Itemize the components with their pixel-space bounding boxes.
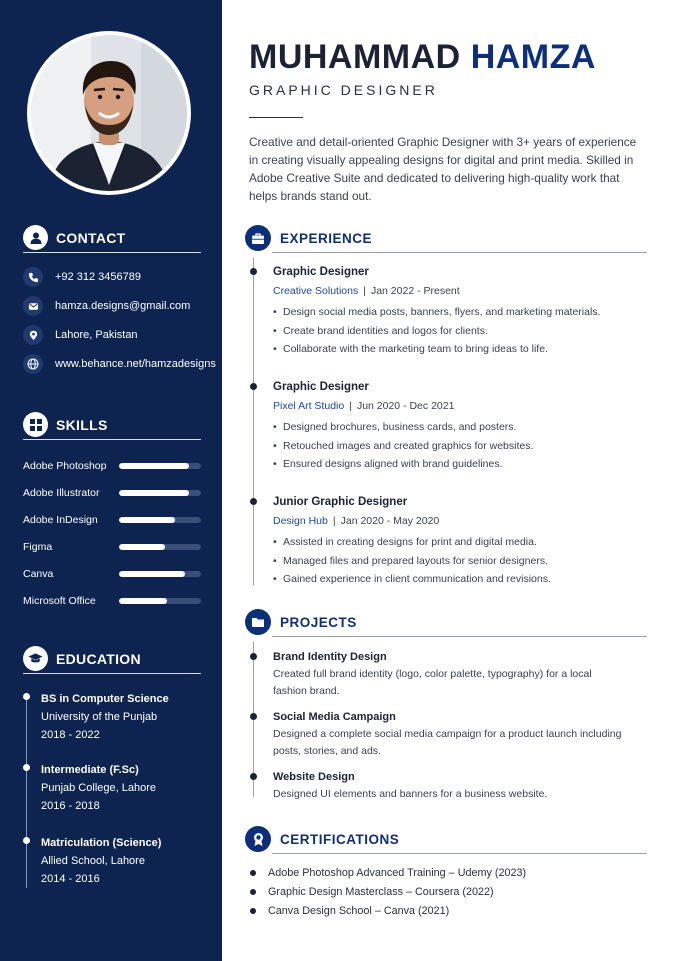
- job-title: GRAPHIC DESIGNER: [249, 82, 438, 98]
- education-school: Allied School, Lahore: [41, 855, 145, 867]
- certification-item: [250, 886, 494, 898]
- experience-meta: [273, 511, 643, 531]
- skill-name: Figma: [23, 541, 53, 553]
- timeline-dot: [250, 653, 257, 660]
- contact-website-text[interactable]: www.behance.net/hamzadesigns: [55, 358, 216, 370]
- certification-item: [250, 867, 526, 879]
- experience-dates: Jan 2020 - May 2020: [340, 515, 440, 527]
- experience-dates: Jan 2022 - Present: [370, 285, 460, 297]
- profile-photo-frame: [27, 31, 191, 195]
- certification-item: [250, 905, 449, 917]
- contact-email[interactable]: [23, 296, 190, 316]
- timeline-dot: [23, 764, 30, 771]
- contact-website[interactable]: [23, 354, 216, 374]
- skill-bar-fill: [119, 598, 167, 604]
- experience-separator: |: [349, 400, 352, 412]
- project-description: Created full brand identity (logo, color palette, typography) for a local fashion brand.: [273, 668, 592, 697]
- project-name: Social Media Campaign: [273, 711, 396, 723]
- bullet-dot: [250, 889, 256, 895]
- education-item: [23, 834, 203, 888]
- projects-section-header: [245, 609, 647, 635]
- skill-row: [23, 513, 201, 527]
- education-item: [23, 690, 203, 744]
- experience-item: [273, 379, 643, 474]
- education-divider: [23, 673, 201, 674]
- sidebar: [0, 0, 222, 961]
- experience-bullet: • Design social media posts, banners, flyers, and marketing materials.: [273, 303, 643, 322]
- education-degree: BS in Computer Science: [41, 693, 169, 705]
- globe-icon: [23, 354, 43, 374]
- experience-meta: [273, 281, 643, 301]
- contact-location-text: Lahore, Pakistan: [55, 329, 138, 341]
- first-name: MUHAMMAD: [249, 38, 461, 76]
- skills-divider: [23, 439, 201, 440]
- experience-bullet: • Create brand identities and logos for clients.: [273, 322, 643, 341]
- certification-text: Graphic Design Masterclass – Coursera (2022): [268, 886, 494, 898]
- education-item: [23, 761, 203, 815]
- email-icon: [23, 296, 43, 316]
- certifications-section-header: [245, 826, 647, 852]
- phone-icon: [23, 267, 43, 287]
- timeline-dot: [250, 268, 257, 275]
- experience-separator: |: [332, 515, 336, 527]
- experience-bullet: • Retouched images and created graphics for websites.: [273, 437, 643, 456]
- skill-name: Adobe InDesign: [23, 514, 98, 526]
- contact-section-header: [23, 225, 201, 250]
- experience-bullet: • Assisted in creating designs for print and digital media.: [273, 533, 643, 552]
- certification-text: Adobe Photoshop Advanced Training – Udemy (2023): [268, 867, 527, 879]
- contact-divider: [23, 252, 201, 253]
- experience-item: [273, 494, 643, 589]
- experience-bullets: [273, 533, 643, 589]
- project-item: [273, 709, 623, 759]
- skills-heading: SKILLS: [56, 416, 108, 433]
- skill-bar: [119, 490, 201, 496]
- experience-role: Graphic Designer: [273, 266, 369, 278]
- experience-divider: [272, 252, 647, 253]
- experience-bullets: [273, 303, 643, 359]
- experience-separator: |: [363, 285, 366, 297]
- experience-bullet: • Gained experience in client communication and revisions.: [273, 570, 643, 589]
- candidate-name: [249, 38, 596, 77]
- award-ribbon-icon: [245, 826, 271, 852]
- experience-bullet: • Collaborate with the marketing team to bring ideas to life.: [273, 340, 643, 359]
- experience-company: Pixel Art Studio: [273, 400, 345, 412]
- experience-company: Design Hub: [273, 515, 328, 527]
- skill-bar-fill: [119, 544, 165, 550]
- education-years: 2018 - 2022: [41, 729, 100, 741]
- education-section-header: [23, 646, 201, 671]
- experience-heading: EXPERIENCE: [280, 230, 373, 246]
- skill-bar-fill: [119, 517, 175, 523]
- project-item: [273, 769, 623, 803]
- title-underline: [249, 117, 303, 118]
- profile-photo: [31, 35, 187, 191]
- project-description: Designed UI elements and banners for a business website.: [273, 788, 548, 800]
- skill-row: [23, 594, 201, 608]
- education-degree: Matriculation (Science): [41, 837, 162, 849]
- timeline-dot: [23, 693, 30, 700]
- skill-bar: [119, 544, 201, 550]
- skill-name: Microsoft Office: [23, 595, 96, 607]
- timeline-dot: [250, 383, 257, 390]
- project-item: [273, 649, 623, 699]
- skill-name: Adobe Illustrator: [23, 487, 100, 499]
- experience-timeline-line: [253, 258, 254, 585]
- contact-phone: [23, 267, 141, 287]
- skill-bar-fill: [119, 571, 185, 577]
- projects-divider: [272, 636, 647, 637]
- experience-bullets: [273, 418, 643, 474]
- profile-portrait-image: [31, 35, 187, 191]
- experience-bullet: • Managed files and prepared layouts for senior designers.: [273, 552, 643, 571]
- skill-row: [23, 567, 201, 581]
- user-icon: [23, 225, 48, 250]
- experience-item: [273, 264, 643, 359]
- experience-bullet: • Ensured designs aligned with brand guidelines.: [273, 455, 643, 474]
- timeline-dot: [250, 498, 257, 505]
- education-school: Punjab College, Lahore: [41, 782, 156, 794]
- education-years: 2016 - 2018: [41, 800, 100, 812]
- certifications-divider: [272, 853, 647, 854]
- certification-text: Canva Design School – Canva (2021): [268, 905, 450, 917]
- profile-summary: Creative and detail-oriented Graphic Designer with 3+ years of experience in creating visually appealing designs for digital and print media. Skilled in Adobe Creative Suite and dedicated to delivering high-quality work that helps brands stand out.: [249, 135, 637, 203]
- education-school: University of the Punjab: [41, 711, 158, 723]
- skill-name: Adobe Photoshop: [23, 460, 107, 472]
- experience-company: Creative Solutions: [273, 285, 359, 297]
- contact-email-text[interactable]: hamza.designs@gmail.com: [55, 300, 191, 312]
- last-name: HAMZA: [470, 38, 596, 76]
- skill-bar: [119, 571, 201, 577]
- contact-heading: CONTACT: [56, 229, 126, 246]
- experience-dates: Jun 2020 - Dec 2021: [356, 400, 455, 412]
- skill-bar-fill: [119, 490, 189, 496]
- project-name: Brand Identity Design: [273, 651, 387, 663]
- skills-puzzle-icon: [23, 412, 48, 437]
- folder-icon: [245, 609, 271, 635]
- project-description: Designed a complete social media campaign for a product launch including posts, stories, and ads.: [273, 728, 622, 757]
- skill-row: [23, 540, 201, 554]
- briefcase-icon: [245, 225, 271, 251]
- skill-name: Canva: [23, 568, 54, 580]
- certifications-heading: CERTIFICATIONS: [280, 831, 400, 847]
- experience-meta: [273, 396, 643, 416]
- project-name: Website Design: [273, 771, 355, 783]
- contact-location: [23, 325, 138, 345]
- experience-role: Junior Graphic Designer: [273, 496, 408, 508]
- experience-section-header: [245, 225, 647, 251]
- experience-bullet: • Designed brochures, business cards, and posters.: [273, 418, 643, 437]
- education-degree: Intermediate (F.Sc): [41, 764, 139, 776]
- timeline-dot: [23, 837, 30, 844]
- education-years: 2014 - 2016: [41, 873, 100, 885]
- education-heading: EDUCATION: [56, 650, 141, 667]
- projects-heading: PROJECTS: [280, 614, 357, 630]
- skill-bar: [119, 463, 201, 469]
- skill-bar: [119, 598, 201, 604]
- location-pin-icon: [23, 325, 43, 345]
- bullet-dot: [250, 908, 256, 914]
- timeline-dot: [250, 773, 257, 780]
- skill-bar-fill: [119, 463, 189, 469]
- skills-section-header: [23, 412, 201, 437]
- skill-row: [23, 459, 201, 473]
- skill-row: [23, 486, 201, 500]
- graduation-cap-icon: [23, 646, 48, 671]
- skill-bar: [119, 517, 201, 523]
- contact-phone-text: +92 312 3456789: [55, 271, 141, 283]
- experience-role: Graphic Designer: [273, 381, 369, 393]
- timeline-dot: [250, 713, 257, 720]
- bullet-dot: [250, 870, 256, 876]
